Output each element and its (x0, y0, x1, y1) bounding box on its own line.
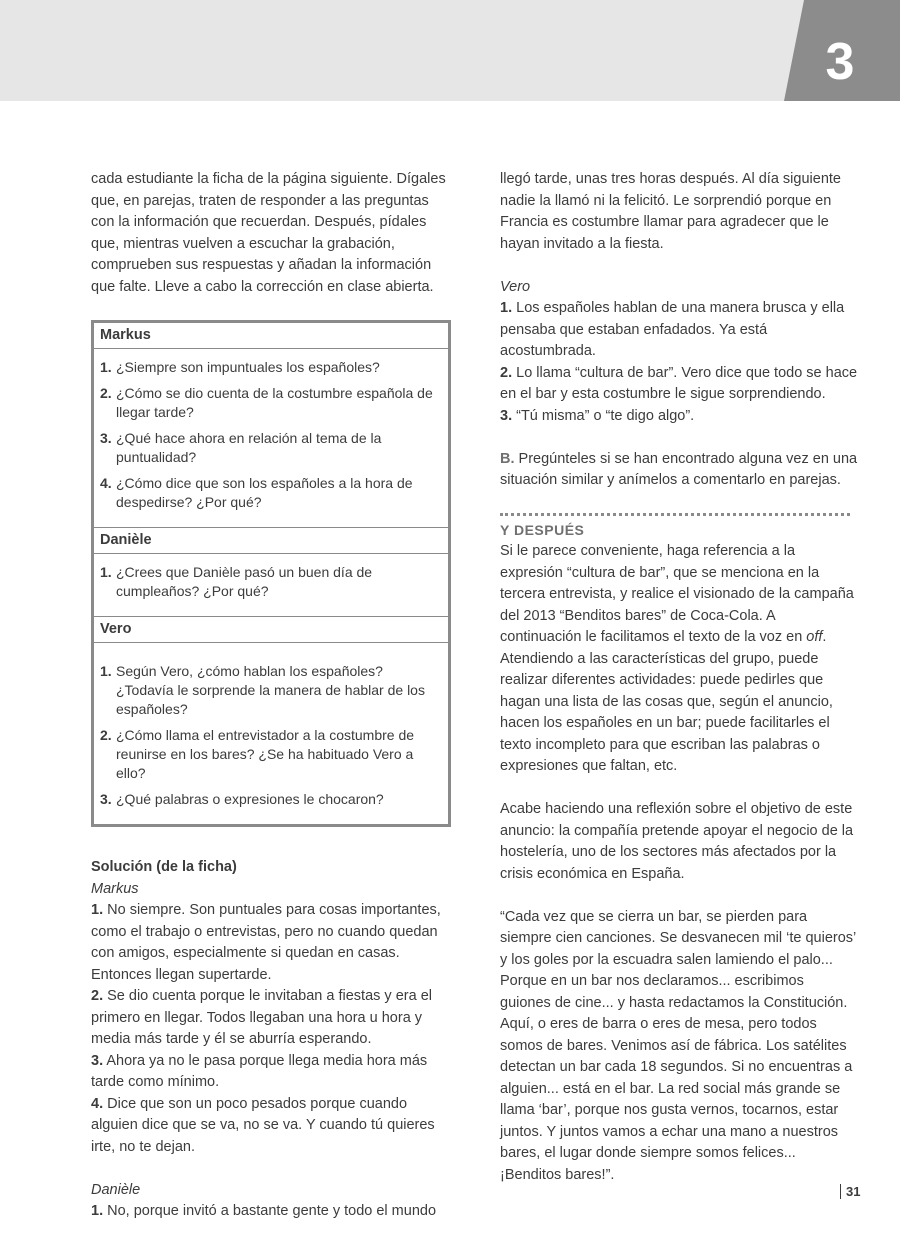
question-number: 3. (100, 791, 112, 807)
question-text: ¿Siempre son impuntuales los españoles? (116, 359, 380, 375)
answer-number: 2. (500, 364, 513, 381)
question-number: 4. (100, 475, 112, 491)
answer-text: Ahora ya no le pasa porque llega media hora más tarde como mínimo. (91, 1052, 428, 1090)
worksheet-question (100, 563, 442, 601)
question-text: ¿Qué hace ahora en relación al tema de la puntualidad? (116, 430, 382, 465)
ad-quote: “Cada vez que se cierra un bar, se pierden para siempre cien canciones. Se desvanecen mil ‘te quieros’ y los goles por la escuadra salen lamiendo el palo... Porque en un bar nos declaramos... escribimos guiones de cine... y hasta redactamos la Constitución. Aquí, o eres de barra o eres de mesa, pero todos somos de bares. Venimos así de fábrica. Los satélites detectan un bar cada 18 segundos. Si no encuentras a alguien... está en el bar. La red social más grande se llama ‘bar’, porque nos gusta vernos, tocarnos, estar juntos. Y juntos vamos a echar una mano a nuestros bares, el lugar donde siempre somos felices... ¡Benditos bares!”. (500, 908, 856, 1183)
worksheet-section-daniele (94, 554, 448, 617)
solution-answer (91, 900, 453, 986)
chapter-number: 3 (825, 33, 855, 91)
continuation-paragraph: llegó tarde, unas tres horas después. Al día siguiente nadie la llamó ni la felicitó. Le sorprendió porque en Francia es costumbre llamar para agradecer que le hayan invitado a la fiesta. (500, 171, 841, 252)
question-text: ¿Crees que Danièle pasó un buen día de cumpleaños? ¿Por qué? (116, 564, 373, 599)
question-number: 1. (100, 663, 112, 679)
question-text: ¿Cómo se dio cuenta de la costumbre española de llegar tarde? (116, 385, 433, 420)
activity-b-paragraph (500, 449, 858, 492)
question-number: 1. (100, 359, 112, 375)
solution-answer (91, 986, 453, 1051)
left-column (91, 169, 453, 1223)
answer-text: Dice que son un poco pesados porque cuando alguien dice que se va, no se va. Y cuando tú quieres irte, no te dejan. (91, 1095, 435, 1155)
solution-label-vero: Vero (500, 278, 531, 295)
right-column (500, 169, 858, 1186)
page-number: 31 (840, 1184, 860, 1199)
answer-text: No, porque invitó a bastante gente y todo el mundo (107, 1203, 437, 1219)
answer-text: No siempre. Son puntuales para cosas importantes, como el trabajo o entrevistas, pero no cuando quedan con amigos, especialmente si quedan en casas. Entonces llegan supertarde. (91, 902, 441, 983)
question-text: Según Vero, ¿cómo hablan los españoles? ¿Todavía le sorprende la manera de hablar de los españoles? (116, 663, 425, 717)
worksheet-question (100, 662, 442, 719)
question-text: ¿Qué palabras o expresiones le chocaron? (116, 791, 384, 807)
answer-number: 3. (500, 407, 513, 424)
answer-number: 3. (91, 1052, 104, 1069)
solution-label-markus: Markus (91, 880, 139, 897)
solution-label-daniele: Danièle (91, 1181, 141, 1198)
solution-heading: Solución (de la ficha) (91, 859, 237, 875)
answer-number: 1. (500, 300, 513, 316)
solution-answer (500, 406, 858, 428)
worksheet-question (100, 384, 442, 422)
solution-answer (500, 363, 858, 406)
answer-number: 2. (91, 988, 104, 1004)
question-number: 3. (100, 430, 112, 446)
worksheet-question (100, 726, 442, 783)
worksheet-box (91, 320, 451, 827)
worksheet-section-markus (94, 349, 448, 528)
answer-text: Los españoles hablan de una manera brusca y ella pensaba que estaban enfadados. Ya está acostumbrada. (500, 300, 845, 359)
question-text: ¿Cómo llama el entrevistador a la costumbre de reunirse en los bares? ¿Se ha habituado Vero a ello? (116, 727, 415, 781)
question-number: 2. (100, 727, 112, 743)
answer-number: 4. (91, 1095, 104, 1112)
question-number: 1. (100, 564, 112, 580)
answer-text: Lo llama “cultura de bar”. Vero dice que todo se hace en el bar y esta costumbre le sigue sorprendiendo. (500, 364, 858, 402)
solution-answer (91, 1094, 453, 1159)
worksheet-question (100, 790, 442, 809)
despues-paragraph-2: Acabe haciendo una reflexión sobre el objetivo de este anuncio: la compañía pretende apoyar el negocio de la hostelería, uno de los sectores más afectados por la crisis económica en España. (500, 801, 854, 882)
answer-text: Se dio cuenta porque le invitaban a fiestas y era el primero en llegar. Todos llegaban una hora u hora y media más tarde y él se aburría esperando. (91, 988, 432, 1047)
worksheet-question (100, 429, 442, 467)
activity-b-text: Pregúnteles si se han encontrado alguna vez en una situación similar y anímelos a comentarlo en parejas. (500, 450, 858, 488)
question-text: ¿Cómo dice que son los españoles a la hora de despedirse? ¿Por qué? (116, 475, 413, 510)
worksheet-question (100, 474, 442, 512)
worksheet-question (100, 358, 442, 377)
solution-answer (91, 1051, 453, 1094)
header-band (0, 0, 900, 101)
worksheet-section-title-daniele: Danièle (94, 528, 448, 554)
dotted-divider (500, 513, 850, 516)
worksheet-section-title-markus: Markus (94, 323, 448, 349)
worksheet-section-vero (94, 643, 448, 824)
solution-answer (500, 298, 858, 363)
worksheet-section-title-vero: Vero (94, 617, 448, 643)
answer-text: “Tú misma” o “te digo algo”. (516, 407, 695, 424)
intro-paragraph: cada estudiante la ficha de la página siguiente. Dígales que, en parejas, traten de responder a las preguntas con la información que recuerdan. Después, pídales que, mientras vuelven a escuchar la grabación, comprueben sus respuestas y añadan la información que falte. Lleve a cabo la corrección en clase abierta. (91, 171, 446, 295)
despues-paragraph-1: Si le parece conveniente, haga referencia a la expresión “cultura de bar”, que se menciona en la tercera entrevista, y realice el visionado de la campaña del 2013 “Benditos bares” de Coca-Cola. A continuación le facilitamos el texto de la voz en off. Atendiendo a las características del grupo, puede realizar diferentes actividades: puede pedirles que hagan una lista de las cosas que, según el anuncio, hacen los españoles en un bar; puede facilitarles el texto incompleto para que escriban las palabras o expresiones que faltan, etc. (500, 543, 854, 774)
section-title-y-despues: Y DESPUÉS (500, 521, 585, 538)
solution-answer (91, 1201, 453, 1223)
answer-number: 1. (91, 1203, 104, 1219)
activity-b-label: B. (500, 450, 515, 467)
question-number: 2. (100, 385, 112, 401)
answer-number: 1. (91, 902, 104, 918)
